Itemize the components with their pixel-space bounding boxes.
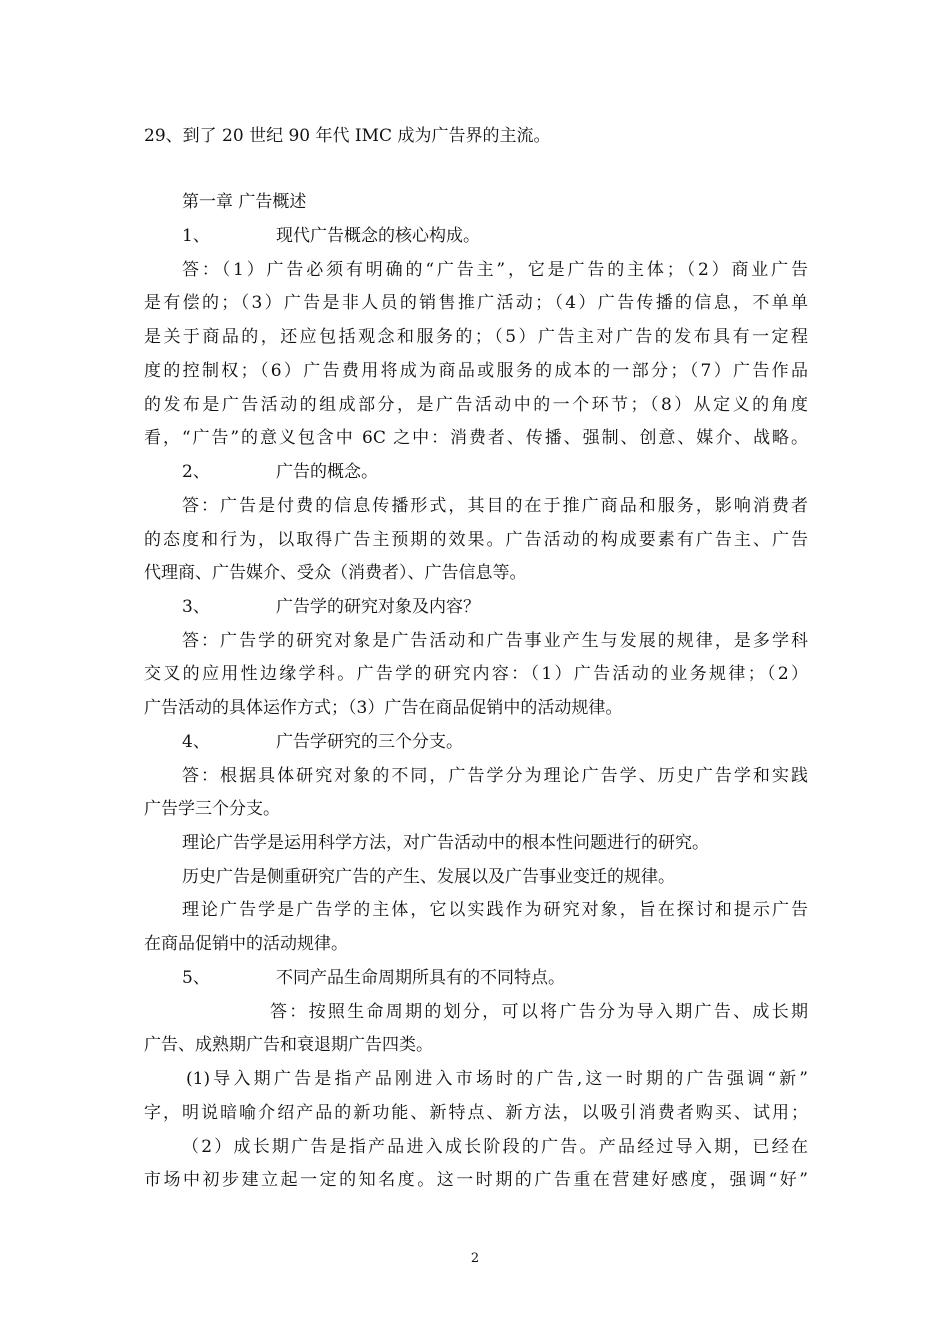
question-2-number: 2、	[182, 462, 210, 482]
question-3-number: 3、	[182, 597, 210, 617]
question-5-number: 5、	[182, 968, 210, 988]
answer-4-line: 广告学三个分支。	[144, 799, 280, 819]
answer-5-line: 广告、成熟期广告和衰退期广告四类。	[144, 1035, 433, 1055]
question-4-number: 4、	[182, 732, 210, 752]
answer-1-line: 的发布是广告活动的组成部分，是广告活动中的一个环节；（8）从定义的角度	[144, 395, 808, 415]
answer-4-line: 历史广告是侧重研究广告的产生、发展以及广告事业变迁的规律。	[182, 867, 675, 887]
answer-5-line: (1)导入期广告是指产品刚进入市场时的广告,这一时期的广告强调“新”	[186, 1069, 808, 1089]
answer-5-line: 答：按照生命周期的划分，可以将广告分为导入期广告、成长期	[270, 1002, 808, 1022]
question-5-title: 不同产品生命周期所具有的不同特点。	[276, 968, 565, 988]
question-3-title: 广告学的研究对象及内容？	[276, 597, 480, 617]
question-4-title: 广告学研究的三个分支。	[276, 732, 463, 752]
question-1-title: 现代广告概念的核心构成。	[276, 226, 480, 246]
chapter-heading: 第一章 广告概述	[182, 192, 307, 212]
intro-line: 29、到了 20 世纪 90 年代 IMC 成为广告界的主流。	[144, 126, 551, 146]
answer-5-line: （2）成长期广告是指产品进入成长阶段的广告。产品经过导入期，已经在	[182, 1137, 808, 1157]
question-2-title: 广告的概念。	[276, 462, 378, 482]
answer-1-line: 是有偿的；（3）广告是非人员的销售推广活动；（4）广告传播的信息，不单单	[144, 293, 808, 313]
answer-1-line: 看，“广告”的意义包含中 6C 之中：消费者、传播、强制、创意、媒介、战略。	[144, 428, 808, 448]
answer-5-line: 市场中初步建立起一定的知名度。这一时期的广告重在营建好感度，强调“好”	[144, 1170, 808, 1190]
question-1-number: 1、	[182, 226, 210, 246]
answer-1-line: 是关于商品的，还应包括观念和服务的；（5）广告主对广告的发布具有一定程	[144, 327, 808, 347]
answer-3-line: 答：广告学的研究对象是广告活动和广告事业产生与发展的规律，是多学科	[182, 631, 808, 651]
answer-1-line: 度的控制权；（6）广告费用将成为商品或服务的成本的一部分；（7）广告作品	[144, 361, 808, 381]
answer-5-line: 字，明说暗喻介绍产品的新功能、新特点、新方法，以吸引消费者购买、试用；	[144, 1103, 808, 1123]
page-number: 2	[470, 1251, 480, 1266]
answer-3-line: 广告活动的具体运作方式；（3）广告在商品促销中的活动规律。	[144, 698, 623, 718]
answer-4-line: 答：根据具体研究对象的不同，广告学分为理论广告学、历史广告学和实践	[182, 766, 808, 786]
answer-4-line: 理论广告学是运用科学方法，对广告活动中的根本性问题进行的研究。	[182, 833, 709, 853]
answer-4-line: 在商品促销中的活动规律。	[144, 934, 348, 954]
answer-1-line: 答：（1）广告必须有明确的“广告主”，它是广告的主体；（2）商业广告	[182, 260, 808, 280]
answer-2-line: 代理商、广告媒介、受众（消费者）、广告信息等。	[144, 563, 527, 583]
answer-2-line: 的态度和行为，以取得广告主预期的效果。广告活动的构成要素有广告主、广告	[144, 530, 808, 550]
answer-2-line: 答：广告是付费的信息传播形式，其目的在于推广商品和服务，影响消费者	[182, 496, 808, 516]
answer-3-line: 交叉的应用性边缘学科。广告学的研究内容：（1）广告活动的业务规律；（2）	[144, 664, 808, 684]
answer-4-line: 理论广告学是广告学的主体，它以实践作为研究对象，旨在探讨和提示广告	[182, 900, 808, 920]
